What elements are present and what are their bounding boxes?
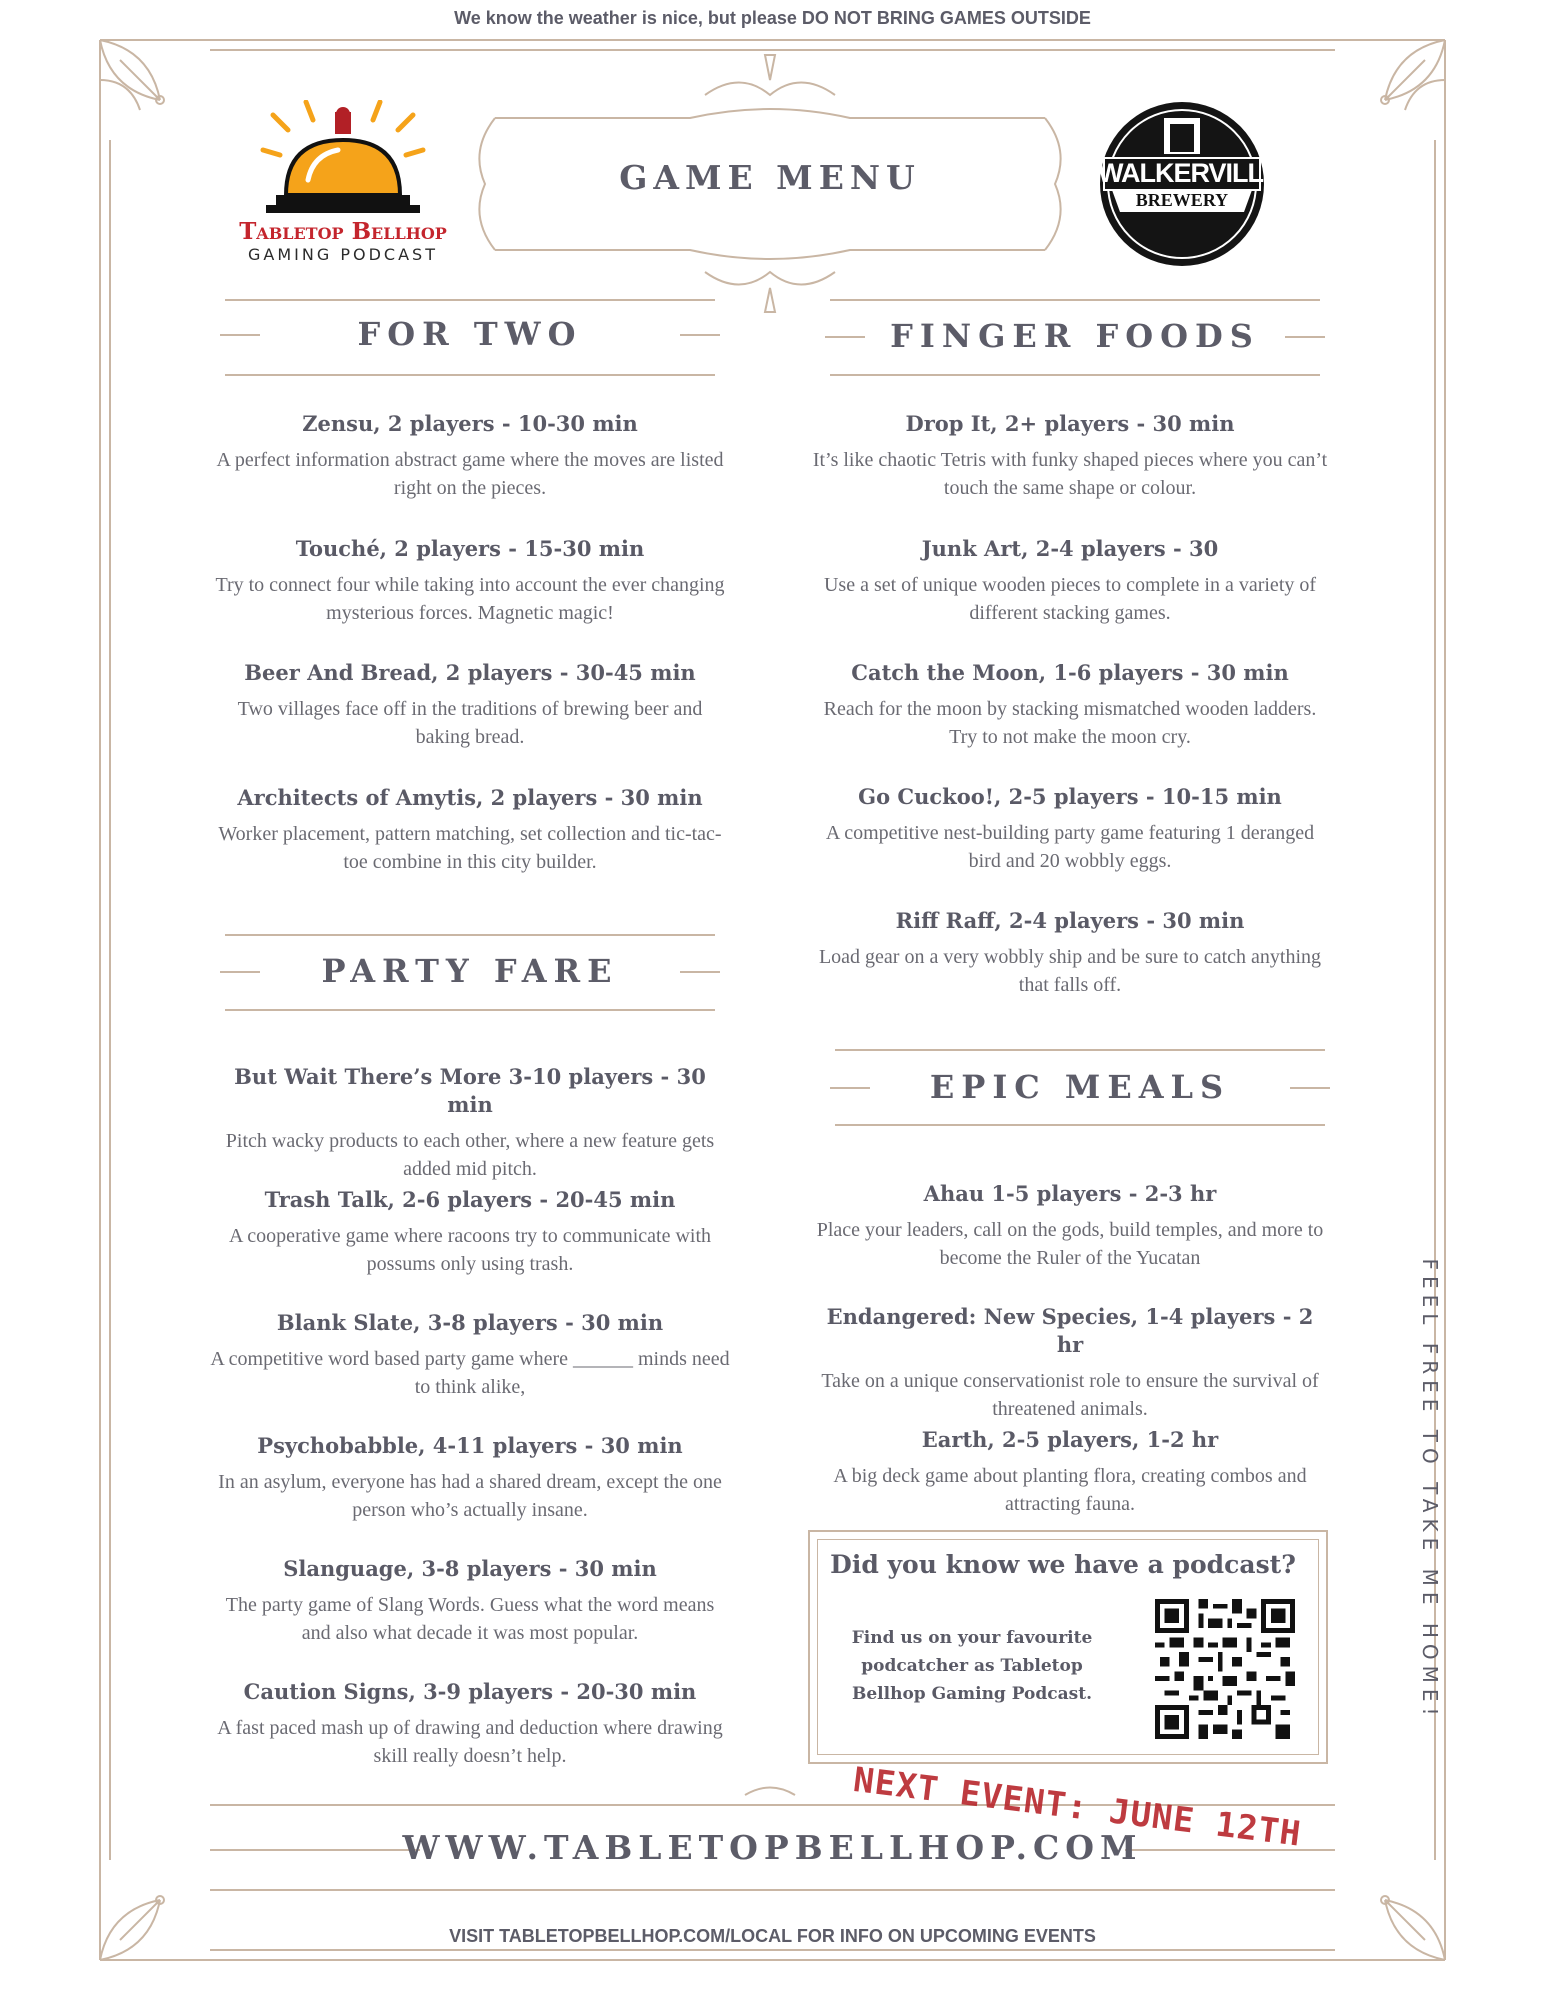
game-title: Junk Art, 2-4 players - 30 (921, 536, 1219, 561)
game-item (810, 1303, 1330, 1423)
game-item (210, 1186, 730, 1278)
game-description: It’s like chaotic Tetris with funky shaped pieces where you can’t touch the same shape or colour. (812, 449, 1328, 499)
game-item (210, 535, 730, 627)
game-item (210, 1309, 730, 1401)
section-title-party-fare: PARTY FARE (321, 952, 619, 990)
game-item (810, 535, 1330, 627)
game-title: Beer And Bread, 2 players - 30-45 min (244, 660, 696, 685)
game-description: The party game of Slang Words. Guess what the word means and also what decade it was most popular. (225, 1594, 715, 1644)
game-description: Try to connect four while taking into account the ever changing mysterious forces. Magnetic magic! (215, 574, 725, 624)
game-description: Worker placement, pattern matching, set collection and tic-tac-toe combine in this city builder. (218, 823, 722, 873)
game-description: A fast paced mash up of drawing and deduction where drawing skill really doesn’t help. (217, 1717, 723, 1767)
game-title: Zensu, 2 players - 10-30 min (302, 411, 638, 436)
game-description: A big deck game about planting flora, creating combos and attracting fauna. (833, 1465, 1307, 1515)
game-title: Drop It, 2+ players - 30 min (905, 411, 1235, 436)
website-url[interactable]: WWW.TABLETOPBELLHOP.COM (402, 1828, 1143, 1867)
bellhop-subtitle: GAMING PODCAST (248, 245, 438, 264)
game-description: A competitive word based party game where ______ minds need to think alike, (210, 1348, 730, 1398)
game-item (810, 1180, 1330, 1272)
bellhop-wordmark: Tabletop Bellhop (239, 218, 447, 245)
game-title: Blank Slate, 3-8 players - 30 min (276, 1310, 664, 1335)
game-description: A cooperative game where racoons try to communicate with possums only using trash. (228, 1225, 712, 1275)
game-title: Trash Talk, 2-6 players - 20-45 min (264, 1187, 676, 1212)
game-title: Psychobabble, 4-11 players - 30 min (257, 1433, 683, 1458)
outdoor-warning-notice: We know the weather is nice, but please DO NOT BRING GAMES OUTSIDE (454, 8, 1091, 28)
game-item (210, 1678, 730, 1770)
qr-code-icon[interactable] (1155, 1599, 1295, 1739)
walkerville-brewery-logo (1098, 100, 1281, 268)
section-title-epic-meals: EPIC MEALS (929, 1068, 1231, 1106)
game-description: A competitive nest-building party game featuring 1 deranged bird and 20 wobbly eggs. (825, 822, 1315, 872)
game-title: Architects of Amytis, 2 players - 30 min (237, 785, 703, 810)
game-title: Touché, 2 players - 15-30 min (295, 536, 645, 561)
tabletop-bellhop-logo (218, 100, 468, 270)
game-description: Load gear on a very wobbly ship and be sure to catch anything that falls off. (818, 946, 1322, 996)
page-title: GAME MENU (619, 158, 921, 197)
game-title: Catch the Moon, 1-6 players - 30 min (851, 660, 1289, 685)
game-description: Take on a unique conservationist role to ensure the survival of threatened animals. (821, 1370, 1319, 1420)
service-bell-icon (218, 100, 468, 215)
upcoming-events-notice: VISIT TABLETOPBELLHOP.COM/LOCAL FOR INFO ON UPCOMING EVENTS (449, 1926, 1096, 1946)
game-item (810, 1426, 1330, 1518)
game-item (210, 659, 730, 751)
game-description: Use a set of unique wooden pieces to complete in a variety of different stacking games. (823, 574, 1317, 624)
game-item (210, 1555, 730, 1647)
game-item (210, 784, 730, 876)
game-title: But Wait There’s More 3-10 players - 30 min (234, 1064, 706, 1117)
game-item (810, 783, 1330, 875)
game-item (210, 410, 730, 502)
game-item (810, 907, 1330, 999)
podcast-heading: Did you know we have a podcast? (830, 1550, 1296, 1579)
game-title: Riff Raff, 2-4 players - 30 min (895, 908, 1245, 933)
game-item (210, 1063, 730, 1183)
game-description: Two villages face off in the traditions of brewing beer and baking bread. (237, 698, 703, 748)
take-home-notice: FEEL FREE TO TAKE ME HOME! (1418, 1258, 1442, 1722)
game-description: Reach for the moon by stacking mismatched wooden ladders. Try to not make the moon cry. (823, 698, 1317, 748)
game-description: Place your leaders, call on the gods, build temples, and more to become the Ruler of the Yucatan (816, 1219, 1324, 1269)
game-title: Caution Signs, 3-9 players - 20-30 min (243, 1679, 697, 1704)
podcast-text: Find us on your favourite podcatcher as Tabletop Bellhop Gaming Podcast. (851, 1628, 1093, 1704)
brewery-wordmark: WALKERVILLE (1098, 158, 1281, 188)
podcast-callout (808, 1530, 1328, 1764)
game-title: Go Cuckoo!, 2-5 players - 10-15 min (858, 784, 1282, 809)
game-title: Slanguage, 3-8 players - 30 min (283, 1556, 657, 1581)
next-event-stamp: NEXT EVENT: JUNE 12TH (851, 1760, 1304, 1855)
game-title: Ahau 1-5 players - 2-3 hr (923, 1181, 1217, 1206)
game-item (210, 1432, 730, 1524)
brewery-subtitle: BREWERY (1135, 190, 1229, 210)
section-title-finger-foods: FINGER FOODS (890, 317, 1260, 355)
game-description: Pitch wacky products to each other, where a new feature gets added mid pitch. (225, 1130, 715, 1180)
game-item (810, 659, 1330, 751)
section-title-for-two: FOR TWO (357, 315, 583, 353)
game-item (810, 410, 1330, 502)
game-description: A perfect information abstract game where the moves are listed right on the pieces. (216, 449, 724, 499)
game-description: In an asylum, everyone has had a shared dream, except the one person who’s actually insane. (218, 1471, 722, 1521)
game-title: Endangered: New Species, 1-4 players - 2 hr (826, 1304, 1314, 1357)
game-title: Earth, 2-5 players, 1-2 hr (921, 1427, 1219, 1452)
